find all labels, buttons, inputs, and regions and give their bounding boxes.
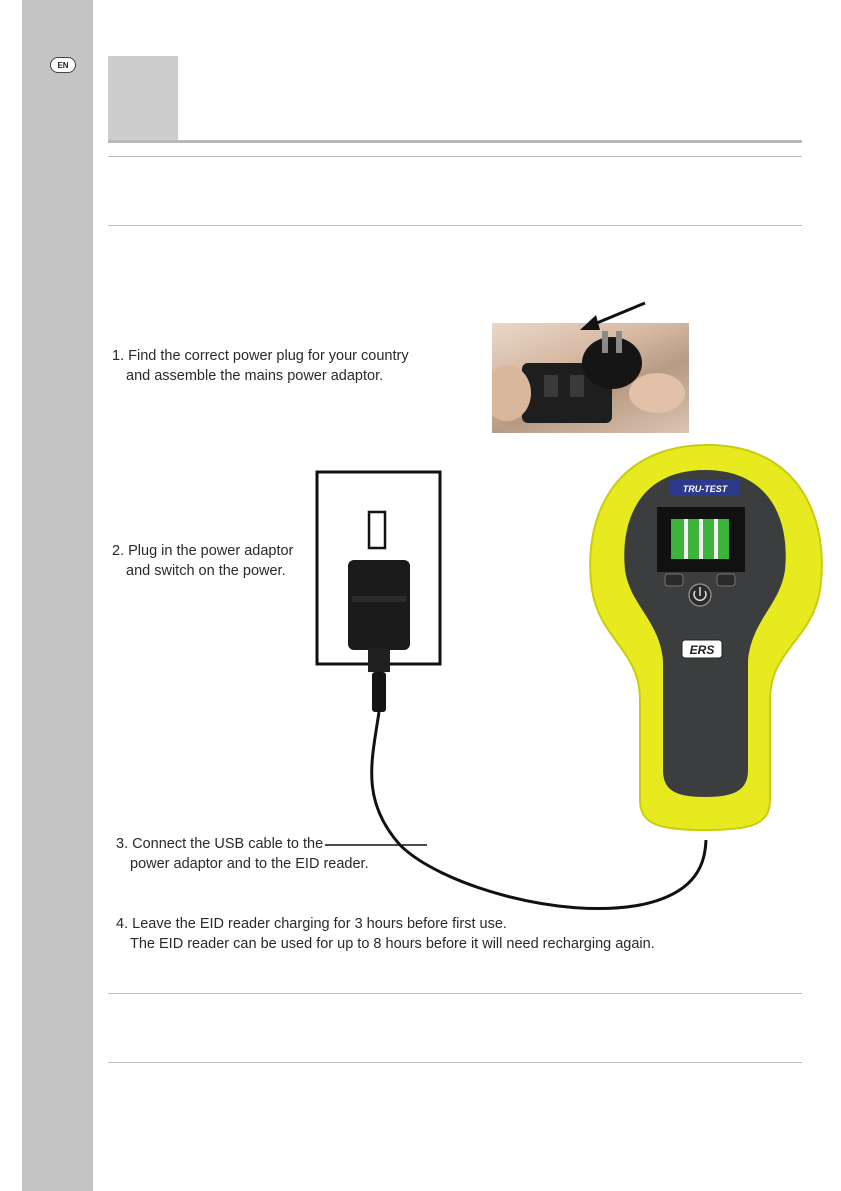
device-model: ERS [689, 643, 715, 657]
step-3-line-2: power adaptor and to the EID reader. [130, 856, 369, 872]
language-badge: EN [50, 57, 76, 73]
step-4-line-1: 4. Leave the EID reader charging for 3 hours before first use. [116, 916, 507, 932]
step-1-line-1: 1. Find the correct power plug for your country [112, 348, 409, 364]
step-2-line-2: and switch on the power. [126, 563, 286, 579]
step-1-line-2: and assemble the mains power adaptor. [126, 368, 384, 384]
arrow-icon [580, 303, 645, 330]
power-adaptor [348, 560, 410, 712]
step-2-line-1: 2. Plug in the power adaptor [112, 543, 294, 559]
device-brand: TRU-TEST [682, 484, 728, 494]
step-3-line-1: 3. Connect the USB cable to the [116, 836, 324, 852]
eid-reader-device [590, 445, 822, 830]
power-icon [689, 584, 711, 606]
step-4-line-2: The EID reader can be used for up to 8 hours before it will need recharging again. [130, 936, 655, 952]
